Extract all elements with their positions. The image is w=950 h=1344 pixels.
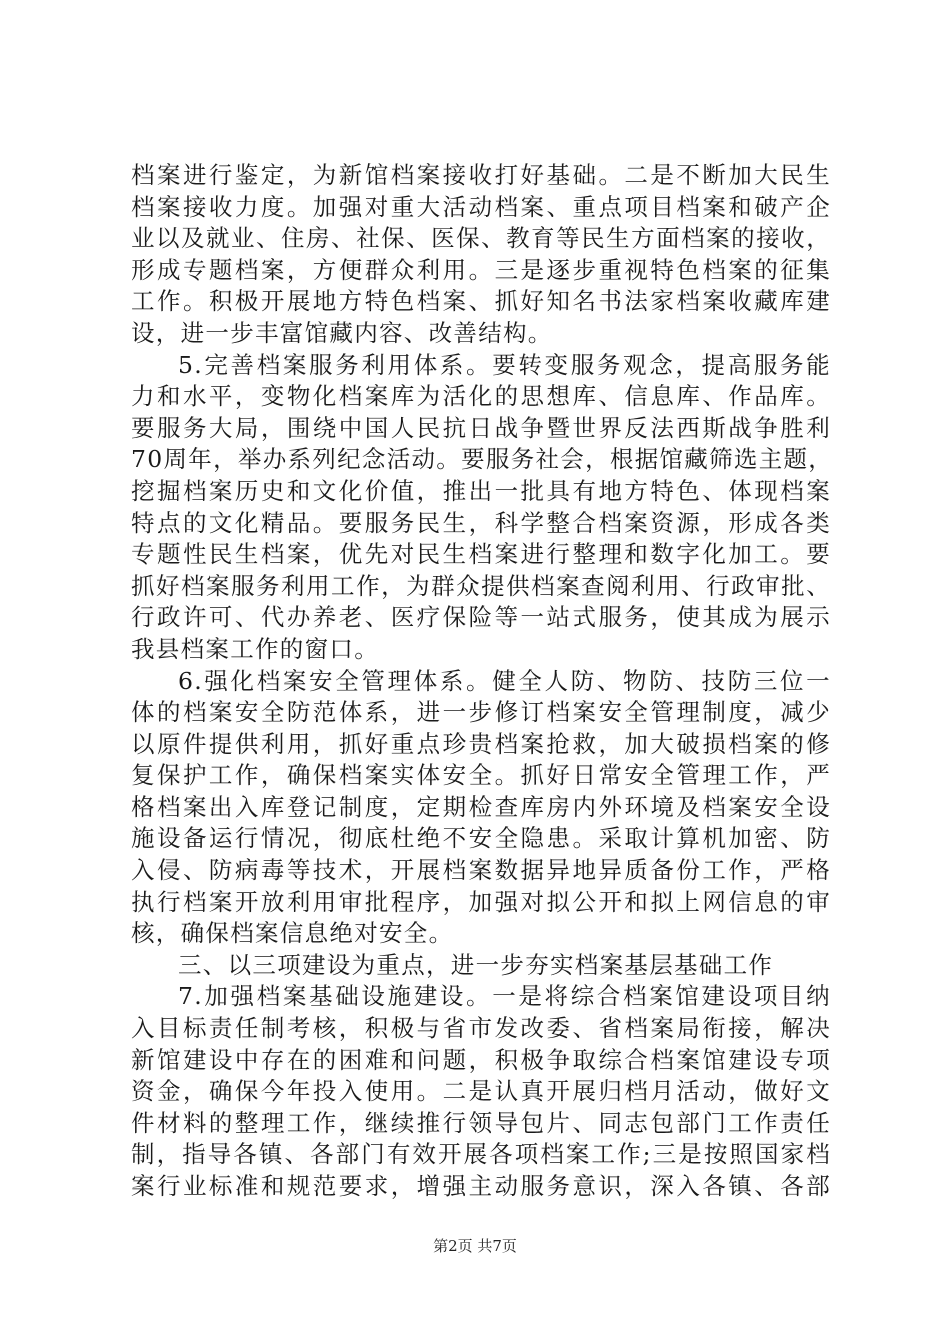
paragraph-first-line: 6.强化档案安全管理体系。健全人防、物防、技防三位一	[178, 666, 831, 695]
text-line: 设，进一步丰富馆藏内容、改善结构。	[131, 318, 553, 347]
text-line: 入目标责任制考核，积极与省市发改委、省档案局衔接，解决	[131, 1014, 831, 1043]
text-line: 核，确保档案信息绝对安全。	[131, 919, 454, 948]
page-number-footer: 第2页 共7页	[433, 1237, 517, 1255]
text-line: 资金，确保今年投入使用。二是认真开展归档月活动，做好文	[131, 1077, 831, 1106]
text-line: 复保护工作，确保档案实体安全。抓好日常安全管理工作，严	[131, 761, 831, 790]
text-line: 我县档案工作的窗口。	[131, 634, 379, 663]
text-line: 体的档案安全防范体系，进一步修订档案安全管理制度，减少	[131, 698, 831, 727]
paragraph-first-line: 7.加强档案基础设施建设。一是将综合档案馆建设项目纳	[178, 982, 831, 1011]
section-heading: 三、以三项建设为重点，进一步夯实档案基层基础工作	[178, 950, 774, 979]
text-line: 案行业标准和规范要求，增强主动服务意识，深入各镇、各部	[131, 1172, 831, 1200]
text-line: 挖掘档案历史和文化价值，推出一批具有地方特色、体现档案	[131, 476, 831, 505]
text-line: 要服务大局，围绕中国人民抗日战争暨世界反法西斯战争胜利	[131, 413, 831, 442]
text-line: 抓好档案服务利用工作，为群众提供档案查阅利用、行政审批、	[131, 571, 831, 600]
text-line: 制，指导各镇、各部门有效开展各项档案工作;三是按照国家档	[131, 1140, 831, 1169]
text-line: 70周年，举办系列纪念活动。要服务社会，根据馆藏筛选主题，	[131, 445, 834, 474]
text-line: 入侵、防病毒等技术，开展档案数据异地异质备份工作，严格	[131, 856, 831, 885]
text-line: 格档案出入库登记制度，定期检查库房内外环境及档案安全设	[131, 792, 831, 821]
text-line: 特点的文化精品。要服务民生，科学整合档案资源，形成各类	[131, 508, 831, 537]
text-line: 行政许可、代办养老、医疗保险等一站式服务，使其成为展示	[131, 603, 831, 632]
text-line: 施设备运行情况，彻底杜绝不安全隐患。采取计算机加密、防	[131, 824, 831, 853]
text-line: 专题性民生档案，优先对民生档案进行整理和数字化加工。要	[131, 540, 831, 569]
text-line: 档案接收力度。加强对重大活动档案、重点项目档案和破产企	[131, 192, 831, 221]
text-line: 件材料的整理工作，继续推行领导包片、同志包部门工作责任	[131, 1108, 831, 1137]
text-line: 工作。积极开展地方特色档案、抓好知名书法家档案收藏库建	[131, 287, 831, 316]
text-line: 档案进行鉴定，为新馆档案接收打好基础。二是不断加大民生	[131, 161, 831, 189]
paragraph-first-line: 5.完善档案服务利用体系。要转变服务观念，提高服务能	[178, 350, 831, 379]
text-line: 新馆建设中存在的困难和问题，积极争取综合档案馆建设专项	[131, 1045, 831, 1074]
text-line: 以原件提供利用，抓好重点珍贵档案抢救，加大破损档案的修	[131, 729, 831, 758]
text-line: 业以及就业、住房、社保、医保、教育等民生方面档案的接收，	[131, 224, 831, 253]
document-body	[131, 160, 834, 1203]
text-line: 执行档案开放利用审批程序，加强对拟公开和拟上网信息的审	[131, 887, 831, 916]
text-line: 力和水平，变物化档案库为活化的思想库、信息库、作品库。	[131, 382, 831, 411]
text-line: 形成专题档案，方便群众利用。三是逐步重视特色档案的征集	[131, 255, 831, 284]
